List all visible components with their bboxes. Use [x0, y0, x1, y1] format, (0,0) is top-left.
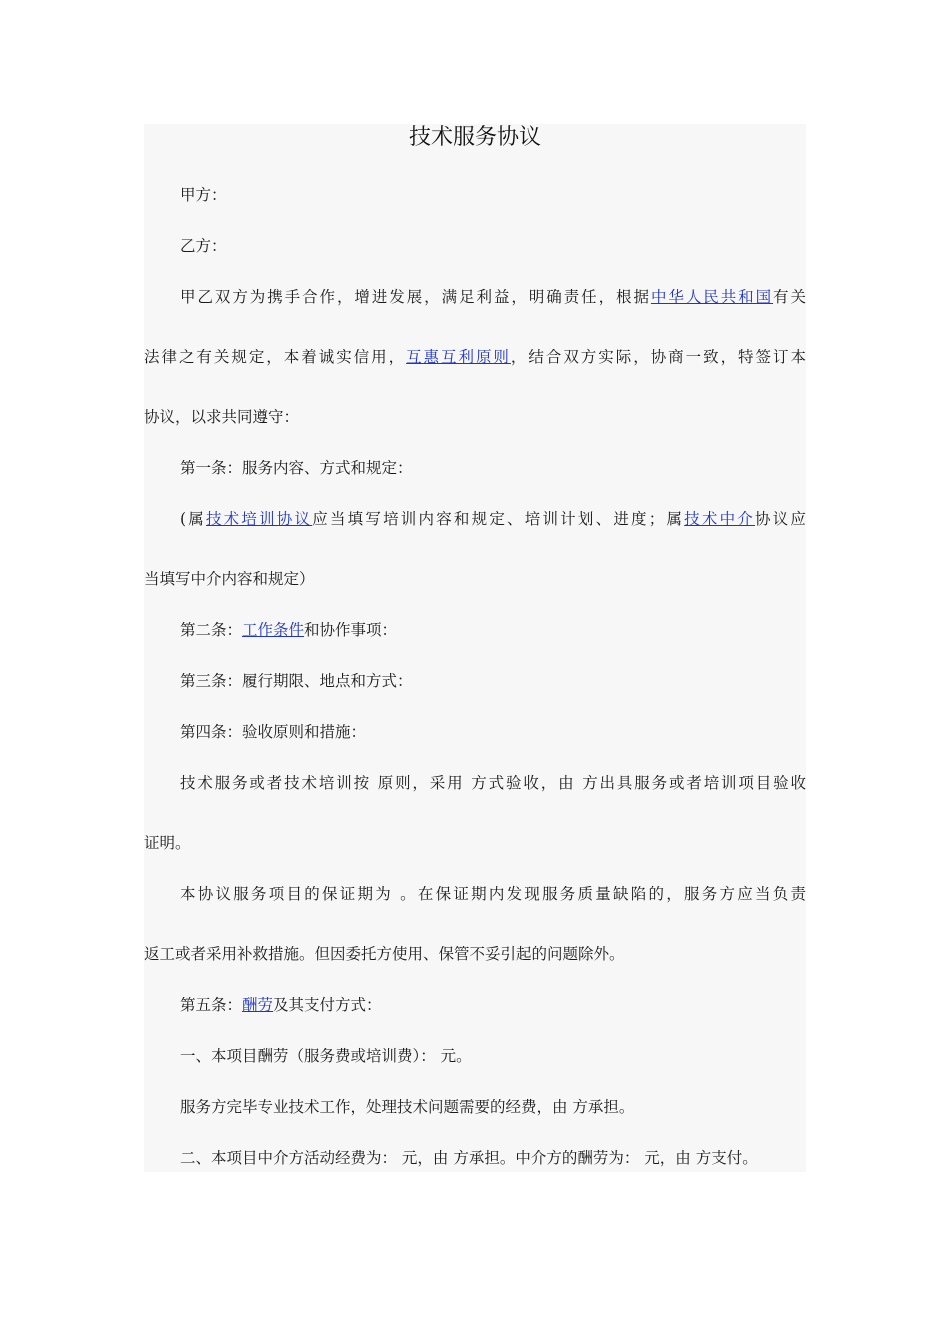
article-5-heading — [144, 993, 806, 1017]
article-5-item-1-note: 服务方完毕专业技术工作，处理技术问题需要的经费，由 方承担。 — [180, 1098, 635, 1116]
intro-text: 法律之有关规定，本着诚实信用， — [144, 348, 407, 366]
article-1-note-line-2: 当填写中介内容和规定） — [144, 570, 315, 588]
article-4-para-line-2: 证明。 — [144, 834, 191, 852]
warranty-line-1: 本协议服务项目的保证期为 。在保证期内发现服务质量缺陷的，服务方应当负责 — [180, 885, 806, 903]
article-1-heading: 第一条：服务内容、方式和规定： — [180, 459, 413, 477]
intro-text: 有关 — [773, 288, 806, 306]
intro-text: ，结合双方实际，协商一致，特签订本 — [510, 348, 806, 366]
intro-line-1 — [144, 285, 806, 309]
link-work-conditions[interactable]: 工作条件 — [242, 621, 305, 639]
intro-line-2 — [144, 345, 806, 369]
link-tech-intermediary[interactable]: 技术中介 — [684, 510, 756, 528]
article-5-item-1: 一、本项目酬劳（服务费或培训费）： 元。 — [180, 1047, 472, 1065]
article-5-suffix: 及其支付方式： — [273, 996, 382, 1014]
note-text: 应当填写培训内容和规定、培训计划、进度；属 — [312, 510, 685, 528]
link-mutual-benefit[interactable]: 互惠互利原则 — [406, 348, 511, 366]
link-prc[interactable]: 中华人民共和国 — [650, 288, 774, 306]
article-1-note-line-1 — [144, 507, 806, 531]
article-5-prefix: 第五条： — [180, 996, 243, 1014]
note-text: 协议应 — [755, 510, 806, 528]
intro-text: 甲乙双方为携手合作，增进发展，满足利益，明确责任，根据 — [180, 288, 651, 306]
article-4-heading: 第四条：验收原则和措施： — [180, 723, 367, 741]
article-2-heading — [144, 618, 806, 642]
party-a-line: 甲方： — [180, 186, 227, 204]
article-5-item-2: 二、本项目中介方活动经费为： 元，由 方承担。中介方的酬劳为： 元，由 方支付。 — [180, 1149, 758, 1167]
warranty-line-2: 返工或者采用补救措施。但因委托方使用、保管不妥引起的问题除外。 — [144, 945, 625, 963]
document-page — [144, 124, 806, 1172]
intro-line-3: 协议，以求共同遵守： — [144, 408, 300, 426]
link-remuneration[interactable]: 酬劳 — [242, 996, 274, 1014]
article-4-para-line-1: 技术服务或者技术培训按 原则，采用 方式验收，由 方出具服务或者培训项目验收 — [180, 774, 806, 792]
article-2-prefix: 第二条： — [180, 621, 243, 639]
party-b-line: 乙方： — [180, 237, 227, 255]
link-training-agreement[interactable]: 技术培训协议 — [205, 510, 313, 528]
note-text: (属 — [180, 510, 206, 528]
page-title: 技术服务协议 — [408, 125, 541, 150]
article-2-suffix: 和协作事项： — [304, 621, 398, 639]
article-3-heading: 第三条：履行期限、地点和方式： — [180, 672, 413, 690]
